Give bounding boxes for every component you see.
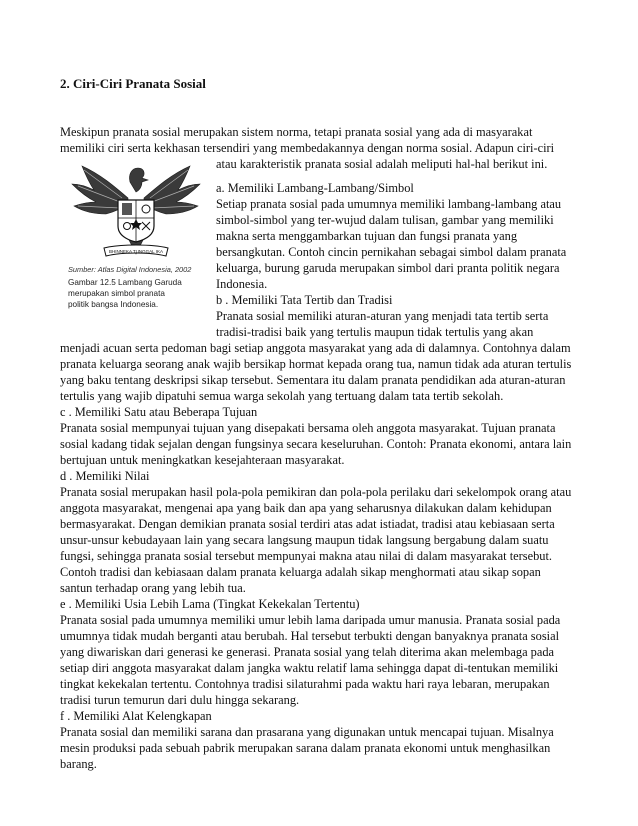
- emblem-banner-text: BHINNEKA TUNGGAL IKA: [108, 249, 164, 254]
- section-b-title: b . Memiliki Tata Tertib dan Tradisi: [216, 293, 393, 307]
- section-b-line: yang baku tentang deskripsi sikap tersebut. Sementara itu dalam pranata pendidikan ada aturan-aturan: [60, 373, 566, 387]
- intro-line: memiliki ciri serta kekhasan tersendiri yang membedakannya dengan norma sosial. Adapun ciri-ciri: [60, 141, 555, 155]
- section-f-line: Pranata sosial dan memiliki sarana dan prasarana yang digunakan untuk mencapai tujuan. Misalnya: [60, 725, 554, 739]
- section-c-line: sosial kadang tidak sejalan dengan fungsinya secara keseluruhan. Contoh: Pranata ekonomi, antara lain: [60, 437, 572, 451]
- section-d-line: Pranata sosial merupakan hasil pola-pola pemikiran dan pola-pola perilaku dari sekelompok orang atau: [60, 485, 572, 499]
- section-f-title: f . Memiliki Alat Kelengkapan: [60, 709, 212, 723]
- section-e-line: setiap diri anggota masyarakat dalam jangka waktu relatif lama sehingga dapat di-tentukan memiliki: [60, 661, 559, 675]
- section-d-line: unsur-unsur kebudayaan lain yang secara langsung maupun tidak langsung bergabung dalam suatu: [60, 533, 549, 547]
- section-a-line: makna serta menggambarkan tujuan dan fungsi pranata yang: [216, 229, 518, 243]
- section-d-line: anggota masyarakat, mengenai apa yang baik dan apa yang seharusnya dilakukan dalam kehidupan: [60, 501, 552, 515]
- section-a-line: bersangkutan. Contoh cincin pernikahan sebagai simbol dalam pranata: [216, 245, 567, 259]
- section-c-title: c . Memiliki Satu atau Beberapa Tujuan: [60, 405, 258, 419]
- section-b-line: pranata keluarga seorang anak wajib bersikap hormat kepada orang tua, namun tidak ada aturan tertulis: [60, 357, 572, 371]
- section-a-line: simbol-simbol yang ter-wujud dalam tulisan, gambar yang memiliki: [216, 213, 554, 227]
- figure-caption-line: Gambar 12.5 Lambang Garuda: [68, 278, 182, 287]
- section-b-line: Pranata sosial memiliki aturan-aturan yang menjadi tata tertib serta: [216, 309, 549, 323]
- section-d-line: Contoh tradisi dan kebiasaan dalam pranata keluarga adalah sikap menghormati atau sikap sopan: [60, 565, 541, 579]
- section-b-line: tradisi-tradisi baik yang tertulis maupun tidak tertulis yang akan: [216, 325, 534, 339]
- section-a-title: a. Memiliki Lambang-Lambang/Simbol: [216, 181, 414, 195]
- section-d-line: bermasyarakat. Dengan demikian pranata sosial terdiri atas adat istiadat, tradisi atau kebiasaan serta: [60, 517, 555, 531]
- section-f-line: mesin produksi pada sebuah pabrik merupakan sarana dalam pranata ekonomi untuk menghasilkan: [60, 741, 551, 755]
- section-e-line: umumnya tidak mudah berganti atau berubah. Hal tersebut terbukti dengan banyaknya pranata sosial: [60, 629, 560, 643]
- section-d-line: fungsi, sehingga pranata sosial tersebut mempunyai makna atau nilai di dalam masyarakat tersebut.: [60, 549, 553, 563]
- section-b-line: tertulis yang wajib dipatuhi semua warga sekolah yang tertuang dalam tata tertib sekolah.: [60, 389, 504, 403]
- section-c-line: Pranata sosial mempunyai tujuan yang disepakati bersama oleh anggota masyarakat. Tujuan pranata: [60, 421, 556, 435]
- section-a-line: Indonesia.: [216, 277, 268, 291]
- section-e-line: tradisi turun temurun dari dulu hingga sekarang.: [60, 693, 300, 707]
- garuda-emblem-icon: [70, 156, 202, 264]
- intro-line: atau karakteristik pranata sosial adalah meliputi hal-hal berikut ini.: [216, 157, 548, 171]
- section-d-line: santun terhadap orang yang lebih tua.: [60, 581, 246, 595]
- section-b-line: menjadi acuan serta pedoman bagi setiap anggota masyarakat yang ada di dalamnya. Contohnya dalam: [60, 341, 571, 355]
- section-e-line: tingkat kekekalan tertentu. Contohnya tradisi silaturahmi pada waktu hari raya lebaran, merupakan: [60, 677, 550, 691]
- figure-caption-line: politik bangsa Indonesia.: [68, 300, 159, 309]
- section-e-line: Pranata sosial pada umumnya memiliki umur lebih lama daripada umur manusia. Pranata sosial pada: [60, 613, 561, 627]
- figure-source: Sumber: Atlas Digital Indonesia, 2002: [68, 265, 192, 274]
- figure-caption-line: merupakan simbol pranata: [68, 289, 165, 298]
- section-f-line: barang.: [60, 757, 97, 771]
- section-d-title: d . Memiliki Nilai: [60, 469, 150, 483]
- section-a-line: keluarga, burung garuda merupakan simbol dari pranta politik negara: [216, 261, 560, 275]
- intro-line: Meskipun pranata sosial merupakan sistem norma, tetapi pranata sosial yang ada di masyarakat: [60, 125, 533, 139]
- section-c-line: bertujuan untuk meningkatkan kesejahteraan masyarakat.: [60, 453, 345, 467]
- section-heading: 2. Ciri-Ciri Pranata Sosial: [60, 76, 206, 91]
- section-e-line: yang diwariskan dari generasi ke generasi. Pranata sosial yang telah diterima akan melembaga pada: [60, 645, 555, 659]
- section-e-title: e . Memiliki Usia Lebih Lama (Tingkat Kekekalan Tertentu): [60, 597, 360, 611]
- section-a-line: Setiap pranata sosial pada umumnya memiliki lambang-lambang atau: [216, 197, 562, 211]
- garuda-figure: [62, 156, 210, 326]
